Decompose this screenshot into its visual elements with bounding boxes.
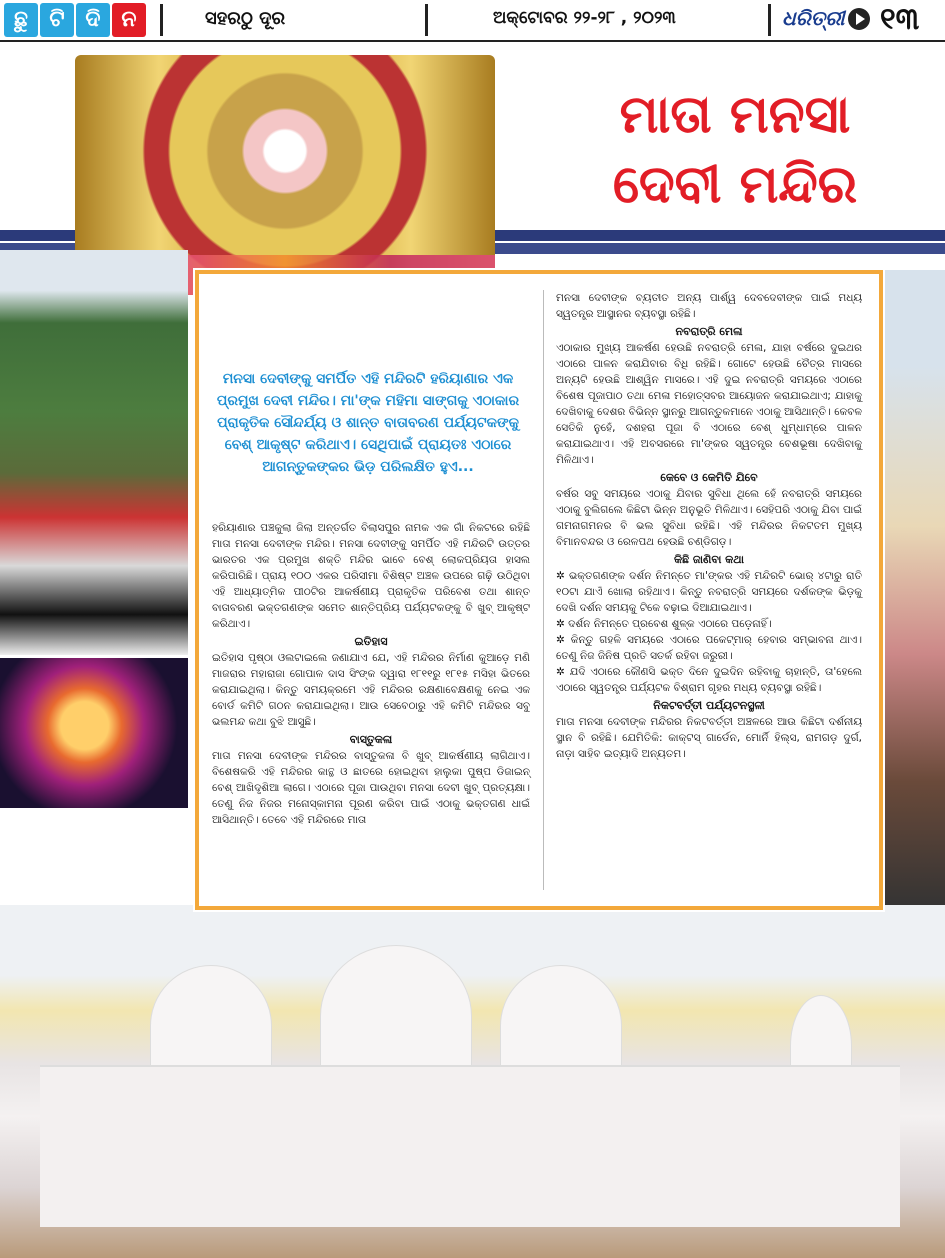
section-heading: କିଛି ଜାଣିବା କଥା bbox=[673, 553, 745, 566]
section-heading: ଇତିହାସ bbox=[354, 635, 388, 648]
right-column bbox=[556, 290, 862, 762]
page-header bbox=[0, 0, 945, 42]
body-paragraph: ଇତିହାସ ପୃଷ୍ଠା ଓଲଟାଇଲେ ଜଣାଯାଏ ଯେ, ଏହି ମନ୍ଦିରର ନିର୍ମାଣ କୁଆଡ଼େ ମଣି ମାଜରାର ମହାରାଜା ଗୋପାଳ ଦାସ ସିଂଙ୍କ ଦ୍ୱାରା ୧୮୧୧ରୁ ୧୮୧୫ ମସିହା ଭିତରେ କରାଯାଇଥିଲା। କିନ୍ତୁ ସମୟକ୍ରମେ ଏହି ମନ୍ଦିରର ରକ୍ଷଣାବେକ୍ଷଣକୁ ନେଇ ଏକ ବୋର୍ଡ କମିଟି ଗଠନ କରାଯାଇଥିଲା। ଆଉ ସେବେଠାରୁ ଏହି କମିଟି ମନ୍ଦିରର ସବୁ ଭଲମନ୍ଦ କଥା ବୁଝି ଆସୁଛି। bbox=[212, 652, 530, 728]
temple-tree-photo bbox=[0, 250, 188, 655]
illuminated-temple-photo bbox=[0, 658, 188, 808]
body-paragraph: ବର୍ଷର ସବୁ ସମୟରେ ଏଠାକୁ ଯିବାର ସୁବିଧା ଥିଲେ ହେଁ ନବରାତ୍ରି ସମୟରେ ଏଠାକୁ ବୁଲିଗଲେ କିଛିଟା ଭିନ୍ନ ଅନୁଭୂତି ମିଳିଥାଏ। ସେହିପରି ଏଠାକୁ ଯିବା ପାଇଁ ଗମନାଗମନର ବି ଭଲ ସୁବିଧା ରହିଛି। ଏହି ମନ୍ଦିରର ନିକଟତମ ମୁଖ୍ୟ ବିମାନବନ୍ଦର ଓ ରେଳପଥ ହେଉଛି ଚଣ୍ଡିଗଡ଼। bbox=[556, 488, 862, 548]
title-line: ଦେବୀ ମନ୍ଦିର bbox=[612, 155, 858, 215]
body-paragraph: ✲ ଯଦି ଏଠାରେ କୌଣସି ଭକ୍ତ ଦିନେ ଦୁଇଦିନ ରହିବାକୁ ଚାହାନ୍ତି, ତା'ହେଲେ ଏଠାରେ ସ୍ୱତନ୍ତ୍ର ପର୍ଯ୍ୟଟକ ବିଶ୍ରାମ ଗୃହର ମଧ୍ୟ ବ୍ୟବସ୍ଥା ରହିଛି। bbox=[556, 666, 862, 694]
section-name: ସହରଠୁ ଦୂର bbox=[205, 8, 286, 29]
body-paragraph: ✲ କିନ୍ତୁ ଗହଳି ସମୟରେ ଏଠାରେ ପକେଟ୍‌ମାର୍ ହେବାର ସମ୍ଭାବନା ଥାଏ। ତେଣୁ ନିଜ ଜିନିଷ ପ୍ରତି ସତର୍କ ରହିବା ଜରୁରୀ। bbox=[556, 634, 862, 662]
title-line: ମାତା ମନସା bbox=[619, 85, 851, 145]
divider bbox=[768, 4, 771, 36]
play-icon bbox=[848, 8, 870, 30]
logo-letter: ଦି bbox=[76, 3, 110, 37]
temple-facade bbox=[40, 1065, 900, 1227]
body-paragraph: ଏଠାକାର ମୁଖ୍ୟ ଆକର୍ଷଣ ହେଉଛି ନବରାତ୍ରି ମେଳା, ଯାହା ବର୍ଷରେ ଦୁଇଥର ଏଠାରେ ପାଳନ କରାଯିବାର ବିଧି ରହିଛି। ଗୋଟେ ହେଉଛି ଚୈତ୍ର ମାସରେ ଅନ୍ୟଟି ହେଉଛି ଆଶ୍ୱିନ ମାସରେ। ଏହି ଦୁଇ ନବରାତ୍ରି ସମୟରେ ଏଠାରେ ବିଶେଷ ପୂଜାପାଠ ତଥା ମେଳା ମହୋତ୍ସବର ଆୟୋଜନ କରାଯାଇଥାଏ; ଯାହାକୁ ଦେଖିବାକୁ ଦେଶର ବିଭିନ୍ନ ସ୍ଥାନରୁ ଆଗନ୍ତୁକମାନେ ଏଠାକୁ ଆସିଥାନ୍ତି। କେବଳ ସେତିକି ନୁହେଁ, ଦଶହରା ପୂଜା ବି ଏଠାରେ ବେଶ୍ ଧୁମ୍ଧାମ୍‌ରେ ପାଳନ କରାଯାଇଥାଏ। ଏହି ଅବସରରେ ମା'ଙ୍କର ସ୍ୱତନ୍ତ୍ର ବେଶଭୂଷା ଦେଖିବାକୁ ମିଳିଥାଏ। bbox=[556, 342, 862, 466]
body-paragraph: ✲ ଭକ୍ତଗଣଙ୍କ ଦର୍ଶନ ନିମନ୍ତେ ମା'ଙ୍କର ଏହି ମନ୍ଦିରଟି ଭୋର୍ ୪ଟାରୁ ରାତି ୧୦ଟା ଯାଏଁ ଖୋଲା ରହିଥାଏ। କିନ୍ତୁ ନବରାତ୍ରି ସମୟରେ ଦର୍ଶକଙ୍କ ଭିଡ଼କୁ ଦେଖି ଦର୍ଶନ ସମୟକୁ ଟିକେ ବଢ଼ାଇ ଦିଆଯାଇଥାଏ। bbox=[556, 570, 862, 614]
divider bbox=[160, 4, 163, 36]
publication-brand: ଧରିତ୍ରୀ bbox=[782, 6, 845, 30]
column-divider bbox=[543, 290, 544, 890]
logo-letter: ଛୁ bbox=[4, 3, 38, 37]
article-intro: ମନସା ଦେବୀଙ୍କୁ ସମର୍ପିତ ଏହି ମନ୍ଦିରଟି ହରିୟାଣାର ଏକ ପ୍ରମୁଖ ଦେବୀ ମନ୍ଦିର। ମା'ଙ୍କ ମହିମା ସାଙ୍ଗକୁ ଏଠାକାର ପ୍ରାକୃତିକ ସୌନ୍ଦର୍ଯ୍ୟ ଓ ଶାନ୍ତ ବାତାବରଣ ପର୍ଯ୍ୟଟକଙ୍କୁ ବେଶ୍ ଆକୃଷ୍ଟ କରିଥାଏ। ସେଥିପାଇଁ ପ୍ରାୟତଃ ଏଠାରେ ଆଗନ୍ତୁକଙ୍କର ଭିଡ଼ ପରିଲକ୍ଷିତ ହୁଏ... bbox=[216, 371, 520, 475]
logo-letter: ଟି bbox=[40, 3, 74, 37]
body-paragraph: ମାତା ମନସା ଦେବୀଙ୍କ ମନ୍ଦିରର ନିକଟବର୍ତ୍ତୀ ଅଞ୍ଚଳରେ ଆଉ କିଛିଟା ଦର୍ଶନୀୟ ସ୍ଥାନ ବି ରହିଛି। ଯେମିତିକି: କାକ୍ଟସ୍ ଗାର୍ଡେନ, ମୋର୍ନି ହିଲ୍ସ, ରାମଗଡ଼ ଦୁର୍ଗ, ନାଡ଼ା ସାହିବ ଇତ୍ୟାଦି ଅନ୍ୟତମ। bbox=[556, 716, 862, 760]
body-paragraph: ମାତା ମନସା ଦେବୀଙ୍କ ମନ୍ଦିରର ବାସ୍ତୁକଳା ବି ଖୁବ୍ ଆକର୍ଷଣୀୟ ଲାଗିଥାଏ। ବିଶେଷକରି ଏହି ମନ୍ଦିରର କାନ୍ଥ ଓ ଛାତରେ ହୋଇଥିବା ହାଲୁକା ପୁଷ୍ପ ଡିଜାଇନ୍ ବେଶ୍ ଆଖିଦୃଶିଆ ଲାଗେ। ଏଠାରେ ପୂଜା ପାଉଥିବା ମନସା ଦେବୀ ଖୁବ୍ ପ୍ରତ୍ୟକ୍ଷା। ତେଣୁ ନିଜ ନିଜର ମନୋସ୍କାମନା ପୂରଣ କରିବା ପାଇଁ ଏଠାକୁ ଭକ୍ତଗଣ ଧାଇଁ ଆସିଥାନ୍ତି। ତେବେ ଏହି ମନ୍ଦିରରେ ମାତା bbox=[212, 750, 530, 826]
section-heading: ନିକଟବର୍ତ୍ତୀ ପର୍ଯ୍ୟଟନସ୍ଥଳୀ bbox=[653, 699, 765, 712]
body-paragraph: ମନସା ଦେବୀଙ୍କ ବ୍ୟତୀତ ଅନ୍ୟ ପାର୍ଶ୍ୱ ଦେବଦେବୀଙ୍କ ପାଇଁ ମଧ୍ୟ ସ୍ୱତନ୍ତ୍ର ଆସ୍ଥାନର ବ୍ୟବସ୍ଥା ରହିଛି। bbox=[556, 292, 862, 320]
article-title bbox=[540, 80, 930, 220]
section-heading: କେବେ ଓ କେମିତି ଯିବେ bbox=[660, 471, 758, 484]
temple-courtyard-photo bbox=[873, 270, 945, 910]
issue-date: ଅକ୍ଟୋବର ୨୨-୨୮ , ୨୦୨୩ bbox=[493, 8, 676, 28]
left-column bbox=[212, 520, 530, 828]
section-heading: ବାସ୍ତୁକଳା bbox=[349, 733, 393, 746]
body-paragraph: ହରିୟାଣାର ପଞ୍ଚକୁଲା ଜିଲା ଅନ୍ତର୍ଗତ ବିଲାସପୁର ନାମକ ଏକ ଗାଁ ନିକଟରେ ରହିଛି ମାତା ମନସା ଦେବୀଙ୍କ ମନ୍ଦିର। ମନସା ଦେବୀଙ୍କୁ ସମର୍ପିତ ଏହି ମନ୍ଦିରଟି ଉତ୍ତର ଭାରତର ଏକ ପ୍ରମୁଖ ଶକ୍ତି ମନ୍ଦିର ଭାବେ ବେଶ୍ ଲୋକପ୍ରିୟତା ହାସଲ କରିପାରିଛି। ପ୍ରାୟ ୧୦୦ ଏକର ପରିସୀମା ବିଶିଷ୍ଟ ଅଞ୍ଚଳ ଉପରେ ଗଢ଼ି ଉଠିଥିବା ଏହି ଆଧ୍ୟାତ୍ମିକ ପୀଠଟିର ଆକର୍ଷଣୀୟ ପ୍ରାକୃତିକ ପରିବେଶ ତଥା ଶାନ୍ତ ବାତାବରଣ ଭକ୍ତଗଣଙ୍କ ସମେତ ଶାନ୍ତିପ୍ରିୟ ପର୍ଯ୍ୟଟକଙ୍କୁ ବି ଖୁବ୍ ଆକୃଷ୍ଟ କରିଥାଏ। bbox=[212, 522, 530, 630]
section-logo bbox=[4, 3, 146, 37]
page-number: ୧୩ bbox=[880, 2, 920, 37]
divider bbox=[425, 4, 428, 36]
section-heading: ନବରାତ୍ରି ମେଳା bbox=[675, 325, 743, 338]
logo-letter: ନ bbox=[112, 3, 146, 37]
temple-domes-photo bbox=[0, 905, 945, 1258]
body-paragraph: ✲ ଦର୍ଶନ ନିମନ୍ତେ ପ୍ରବେଶ ଶୁଳ୍କ ଏଠାରେ ପଡ଼େନାହିଁ। bbox=[556, 618, 772, 630]
